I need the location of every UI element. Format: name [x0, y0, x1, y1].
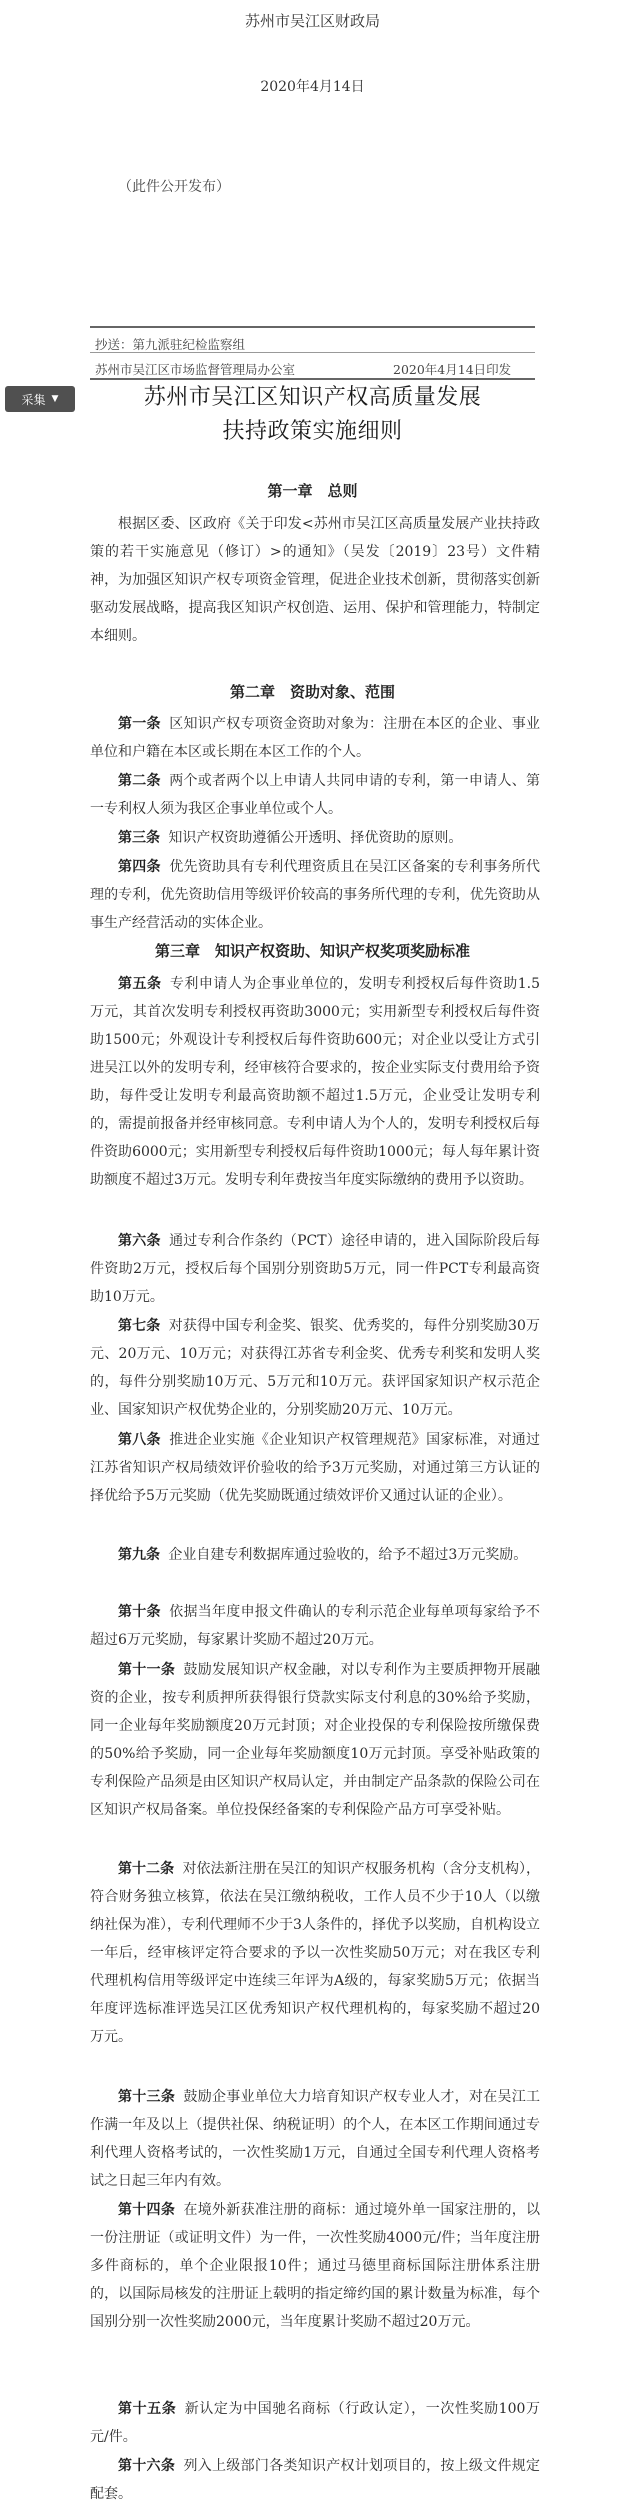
article-6-text: 通过专利合作条约（PCT）途径申请的，进入国际阶段后每件资助2万元，授权后每个国别分别资助5万元，同一件PCT专利最高资助10万元。 [90, 1233, 541, 1305]
article-4-text: 优先资助具有专利代理资质且在吴江区备案的专利事务所代理的专利，优先资助信用等级评价较高的事务所代理的专利，优先资助从事生产经营活动的实体企业。 [90, 859, 541, 931]
article-7 [90, 1312, 540, 1424]
article-14-label: 第十四条 [118, 2202, 176, 2218]
article-6 [90, 1227, 540, 1311]
article-16-text: 列入上级部门各类知识产权计划项目的，按上级文件规定配套。 [90, 2458, 541, 2502]
collect-button-label: 采集 [21, 392, 46, 407]
article-8-label: 第八条 [118, 1432, 161, 1448]
article-7-label: 第七条 [118, 1318, 161, 1334]
article-3 [90, 824, 540, 852]
issuer-office: 苏州市吴江区市场监督管理局办公室 [95, 362, 296, 377]
article-15 [90, 2395, 540, 2451]
article-2 [90, 767, 540, 823]
divider-top [90, 326, 535, 328]
article-4 [90, 853, 540, 937]
document-date: 2020年4月14日 [260, 79, 365, 95]
article-10 [90, 1598, 540, 1654]
article-13-text: 鼓励企事业单位大力培育知识产权专业人才，对在吴江工作满一年及以上（提供社保、纳税证明）的个人，在本区工作期间通过专利代理人资格考试的，一次性奖励1万元，自通过全国专利代理人资格考试之日起三年内有效。 [90, 2089, 541, 2189]
article-14-text: 在境外新获准注册的商标：通过境外单一国家注册的，以一份注册证（或证明文件）为一件，一次性奖励4000元/件；当年度注册多件商标的，单个企业限报10件；通过马德里商标国际注册体系注册的，以国际局核发的注册证上载明的指定缔约国的累计数量为标准，每个国别分别一次性奖励2000元，当年度累计奖励不超过20万元。 [90, 2202, 541, 2330]
article-10-text: 依据当年度申报文件确认的专利示范企业每单项每家给予不超过6万元奖励，每家累计奖励不超过20万元。 [90, 1604, 541, 1648]
article-2-text: 两个或者两个以上申请人共同申请的专利，第一申请人、第一专利权人须为我区企事业单位或个人。 [90, 773, 541, 817]
article-1-text: 区知识产权专项资金资助对象为：注册在本区的企业、事业单位和户籍在本区或长期在本区工作的个人。 [90, 716, 541, 760]
chapter1-intro: 根据区委、区政府《关于印发<苏州市吴江区高质量发展产业扶持政策的若干实施意见（修订）>的通知》（吴发〔2019〕23号）文件精神，为加强区知识产权专项资金管理，促进企业技术创新，贯彻落实创新驱动发展战略，提高我区知识产权创造、运用、保护和管理能力，特制定本细则。 [90, 516, 540, 644]
issue-date: 2020年4月14日印发 [393, 362, 512, 377]
article-16-label: 第十六条 [118, 2458, 176, 2474]
chapter1-heading: 第一章 总则 [267, 482, 358, 500]
article-11-label: 第十一条 [118, 1662, 176, 1678]
article-12 [90, 1855, 540, 2051]
article-5-text: 专利申请人为企事业单位的，发明专利授权后每件资助1.5万元，其首次发明专利授权再资助3000元；实用新型专利授权后每件资助1500元；外观设计专利授权后每件资助600元；对企业以受让方式引进吴江以外的发明专利，经审核符合要求的，按企业实际支付费用给予资助，每件受让发明专利最高资助额不超过1.5万元，企业受让发明专利的，需提前报备并经审核同意。专利申请人为个人的，发明专利授权后每件资助6000元；实用新型专利授权后每件资助1000元；每人每年累计资助额度不超过3万元。发明专利年费按当年度实际缴纳的费用予以资助。 [90, 976, 540, 1188]
article-7-text: 对获得中国专利金奖、银奖、优秀奖的，每件分别奖励30万元、20万元、10万元；对获得江苏省专利金奖、优秀专利奖和发明人奖的，每件分别奖励10万元、5万元和10万元。获评国家知识产权示范企业、国家知识产权优势企业的，分别奖励20万元、10万元。 [90, 1318, 540, 1418]
document-title-line1: 苏州市吴江区知识产权高质量发展 [143, 385, 482, 410]
article-1-label: 第一条 [118, 716, 161, 732]
article-4-label: 第四条 [118, 859, 161, 875]
article-6-label: 第六条 [118, 1233, 161, 1249]
article-1 [90, 710, 540, 766]
article-3-text: 知识产权资助遵循公开透明、择优资助的原则。 [168, 830, 463, 846]
cc-line: 抄送：第九派驻纪检监察组 [95, 337, 246, 352]
divider-middle [90, 352, 535, 353]
article-11-text: 鼓励发展知识产权金融，对以专利作为主要质押物开展融资的企业，按专利质押所获得银行贷款实际支付利息的30%给予奖励，同一企业每年奖励额度20万元封顶；对企业投保的专利保险按所缴保费的50%给予奖励，同一企业每年奖励额度10万元封顶。享受补贴政策的专利保险产品须是由区知识产权局认定，并由制定产品条款的保险公司在区知识产权局备案。单位投保经备案的专利保险产品方可享受补贴。 [90, 1662, 541, 1818]
article-12-text: 对依法新注册在吴江的知识产权服务机构（含分支机构），符合财务独立核算，依法在吴江缴纳税收，工作人员不少于10人（以缴纳社保为准），专利代理师不少于3人条件的，择优予以奖励，自机构设立一年后，经审核评定符合要求的予以一次性奖励50万元；对在我区专利代理机构信用等级评定中连续三年评为A级的，每家奖励5万元；依据当年度评选标准评选吴江区优秀知识产权代理机构的，每家奖励不超过20万元。 [90, 1861, 541, 2045]
chevron-down-icon: ▼ [51, 394, 59, 404]
article-10-label: 第十条 [118, 1604, 161, 1620]
article-2-label: 第二条 [118, 773, 161, 789]
document-title-line2: 扶持政策实施细则 [222, 419, 403, 444]
chapter2-heading: 第二章 资助对象、范围 [229, 683, 395, 701]
article-12-label: 第十二条 [118, 1861, 175, 1877]
article-9-text: 企业自建专利数据库通过验收的，给予不超过3万元奖励。 [168, 1547, 528, 1563]
article-8 [90, 1426, 540, 1510]
article-11 [90, 1656, 540, 1824]
article-13 [90, 2083, 540, 2195]
article-15-label: 第十五条 [118, 2401, 177, 2417]
article-15-text: 新认定为中国驰名商标（行政认定），一次性奖励100万元/件。 [90, 2401, 540, 2445]
article-9 [90, 1541, 540, 1569]
article-14 [90, 2196, 540, 2336]
issuing-office: 苏州市吴江区财政局 [244, 12, 380, 30]
article-3-label: 第三条 [118, 830, 160, 846]
article-13-label: 第十三条 [118, 2089, 176, 2105]
article-5-label: 第五条 [118, 976, 162, 992]
article-9-label: 第九条 [118, 1547, 160, 1563]
chapter3-heading: 第三章 知识产权资助、知识产权奖项奖励标准 [154, 942, 470, 960]
article-8-text: 推进企业实施《企业知识产权管理规范》国家标准，对通过江苏省知识产权局绩效评价验收的给予3万元奖励，对通过第三方认证的择优给予5万元奖励（优先奖励既通过绩效评价又通过认证的企业）。 [90, 1432, 541, 1504]
article-5 [90, 970, 540, 1194]
public-release-note: （此件公开发布） [118, 179, 230, 195]
